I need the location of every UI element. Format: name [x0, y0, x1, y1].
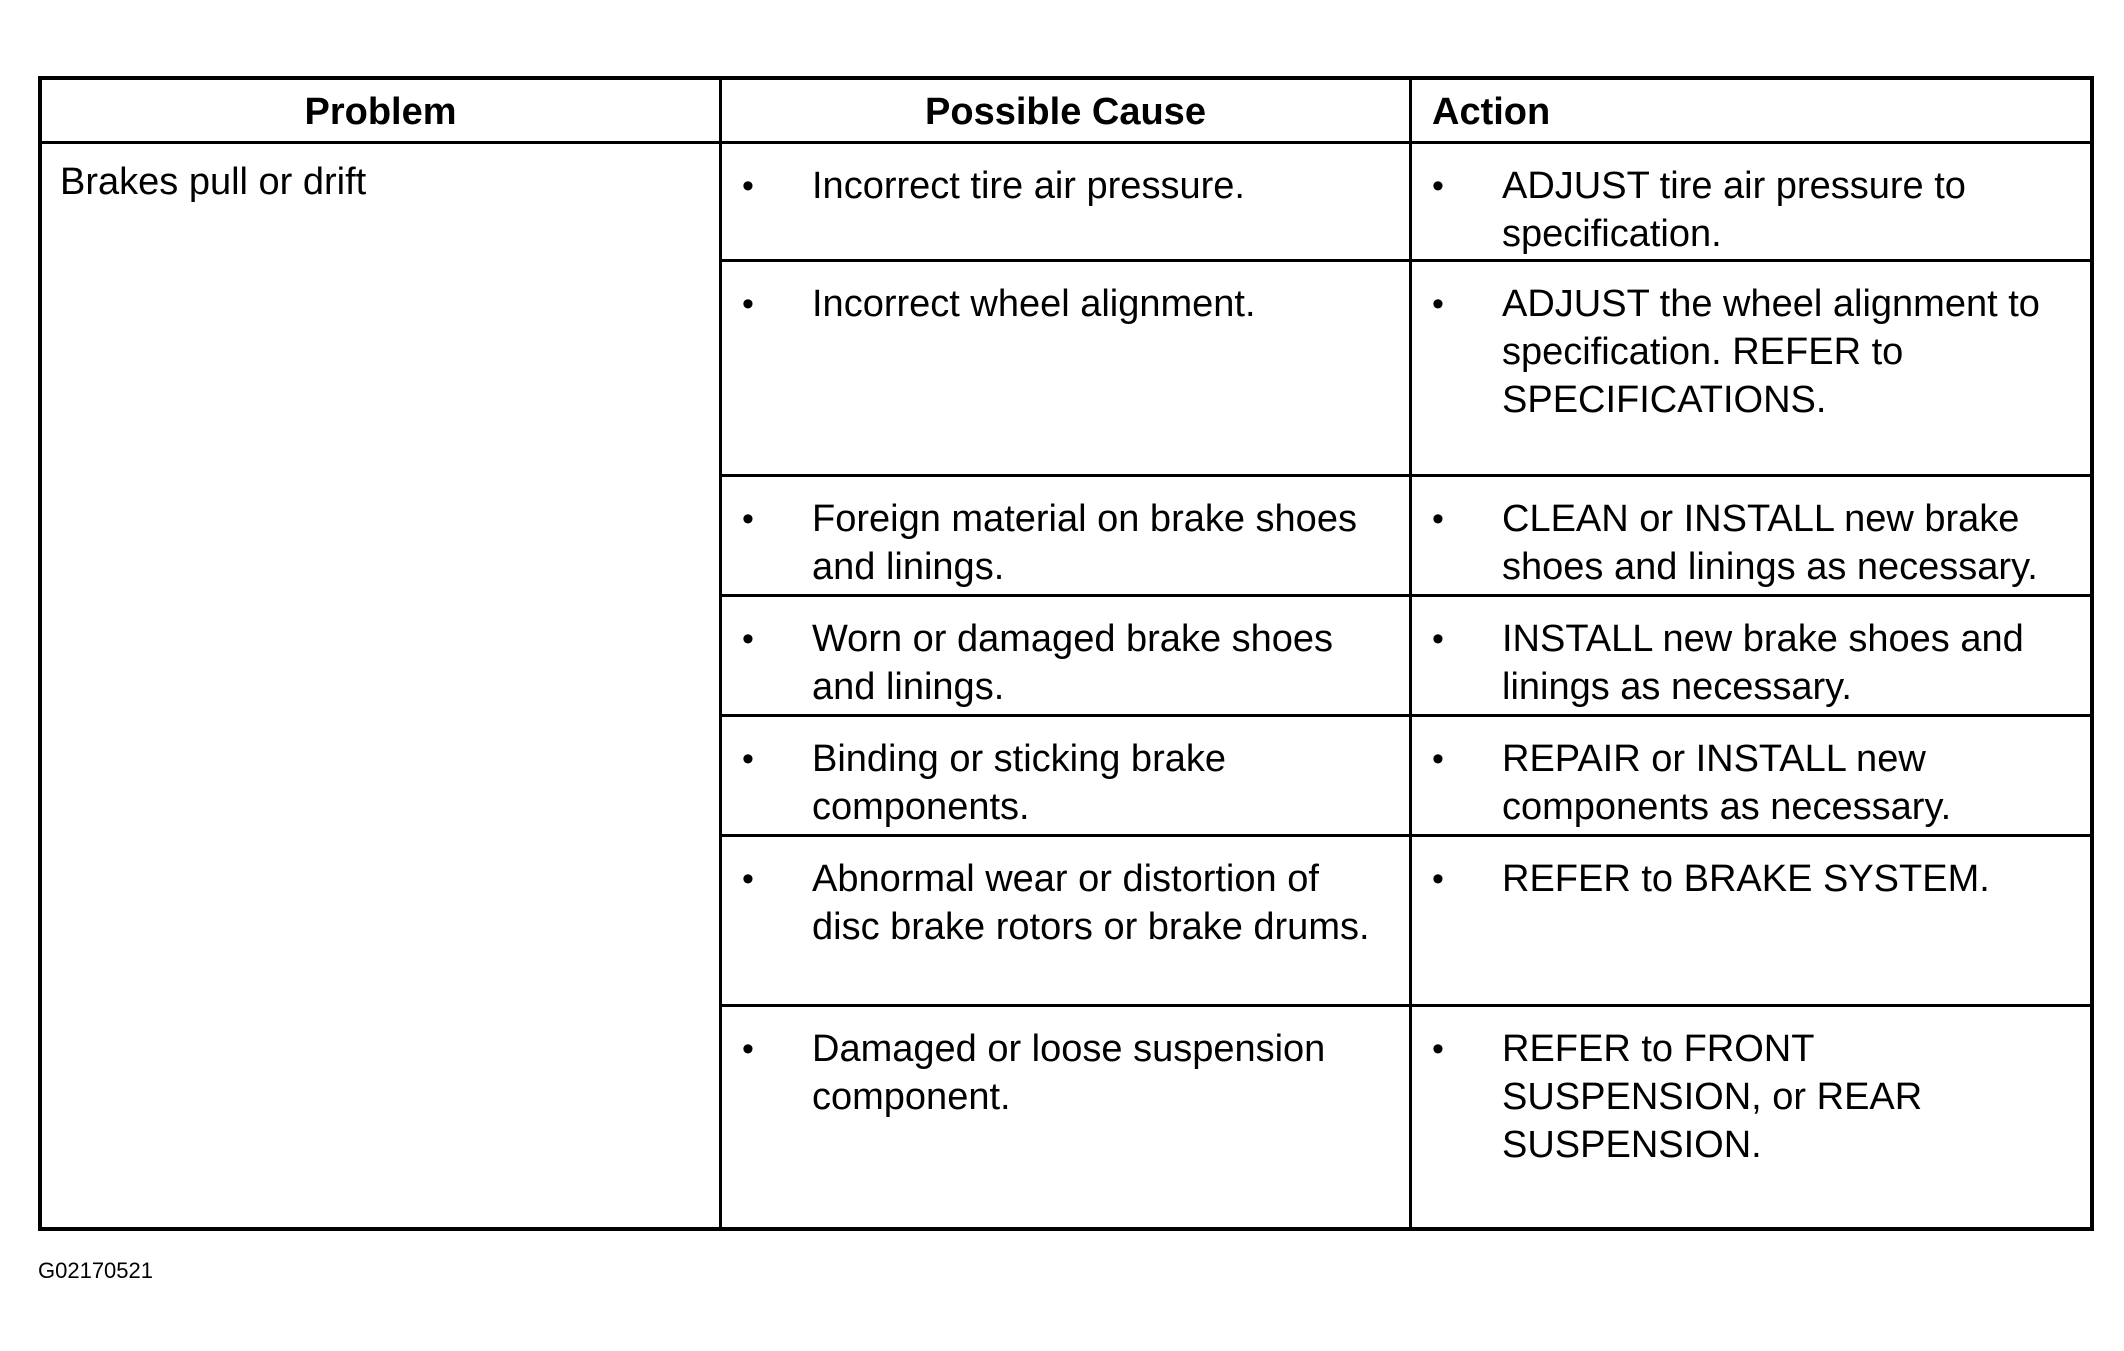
- action-cell: [1412, 262, 2090, 477]
- action-text: INSTALL new brake shoes and linings as necessary.: [1502, 618, 2024, 708]
- header-action: Action: [1412, 80, 2090, 144]
- action-cell: [1412, 717, 2090, 837]
- bullet-icon: •: [742, 285, 754, 323]
- action-cell: [1412, 837, 2090, 1007]
- cause-text: Damaged or loose suspension component.: [812, 1028, 1326, 1118]
- bullet-icon: •: [1432, 1030, 1444, 1068]
- header-possible-cause: Possible Cause: [722, 80, 1412, 144]
- cause-cell: [722, 597, 1412, 717]
- cause-text: Abnormal wear or distortion of disc brake rotors or brake drums.: [812, 858, 1370, 948]
- header-problem: Problem: [42, 80, 722, 144]
- bullet-icon: •: [1432, 500, 1444, 538]
- cause-cell: [722, 262, 1412, 477]
- figure-id-label: G02170521: [38, 1258, 153, 1283]
- cause-cell: [722, 837, 1412, 1007]
- bullet-icon: •: [742, 500, 754, 538]
- cause-cell: [722, 1007, 1412, 1227]
- action-text: REPAIR or INSTALL new components as necessary.: [1502, 738, 1952, 828]
- bullet-icon: •: [742, 620, 754, 658]
- bullet-icon: •: [1432, 167, 1444, 205]
- cause-text: Binding or sticking brake components.: [812, 738, 1226, 828]
- action-text: ADJUST tire air pressure to specification.: [1502, 165, 1966, 255]
- cause-text: Worn or damaged brake shoes and linings.: [812, 618, 1334, 708]
- bullet-icon: •: [1432, 285, 1444, 323]
- cause-text: Incorrect wheel alignment.: [812, 283, 1256, 325]
- cause-cell: [722, 477, 1412, 597]
- action-text: REFER to BRAKE SYSTEM.: [1502, 858, 1990, 900]
- action-cell: [1412, 144, 2090, 262]
- bullet-icon: •: [742, 740, 754, 778]
- action-cell: [1412, 477, 2090, 597]
- bullet-icon: •: [1432, 740, 1444, 778]
- action-text: CLEAN or INSTALL new brake shoes and linings as necessary.: [1502, 498, 2038, 588]
- bullet-icon: •: [1432, 620, 1444, 658]
- action-cell: [1412, 1007, 2090, 1227]
- action-cell: [1412, 597, 2090, 717]
- bullet-icon: •: [742, 860, 754, 898]
- cause-cell: [722, 144, 1412, 262]
- diagnosis-table: [38, 76, 2094, 1231]
- problem-cell: Brakes pull or drift: [42, 144, 722, 1227]
- bullet-icon: •: [1432, 860, 1444, 898]
- action-text: REFER to FRONT SUSPENSION, or REAR SUSPENSION.: [1502, 1028, 1923, 1166]
- cause-text: Foreign material on brake shoes and linings.: [812, 498, 1357, 588]
- bullet-icon: •: [742, 167, 754, 205]
- cause-cell: [722, 717, 1412, 837]
- cause-text: Incorrect tire air pressure.: [812, 165, 1245, 207]
- action-text: ADJUST the wheel alignment to specification. REFER to SPECIFICATIONS.: [1502, 283, 2040, 421]
- bullet-icon: •: [742, 1030, 754, 1068]
